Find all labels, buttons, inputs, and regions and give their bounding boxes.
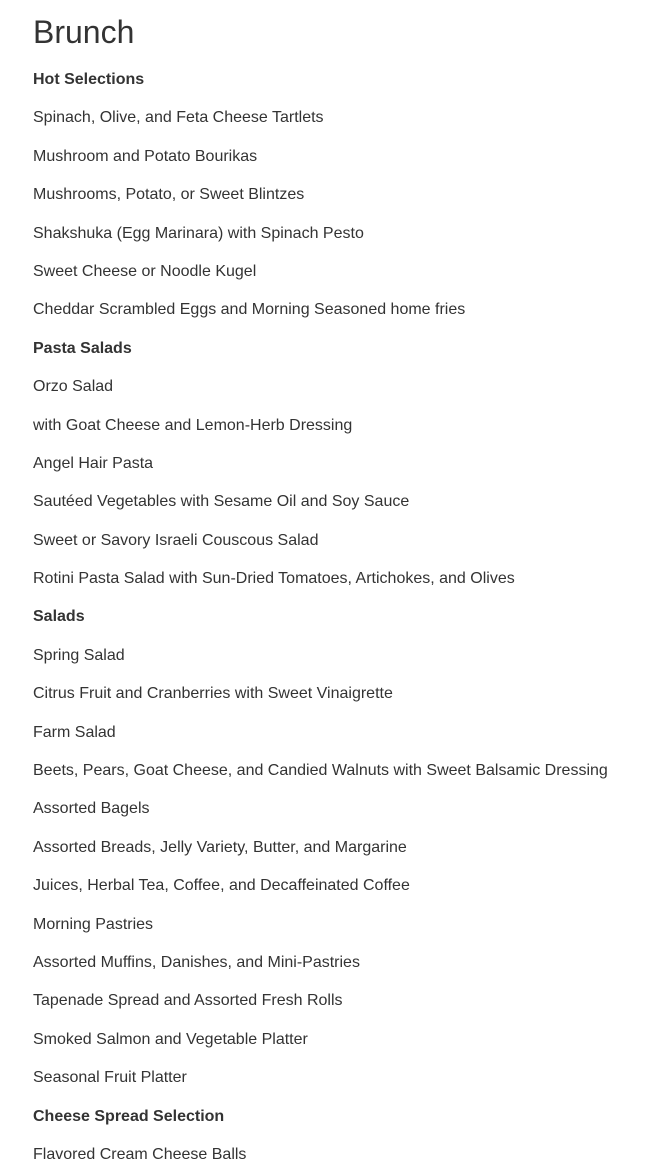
menu-item: Spring Salad xyxy=(33,646,125,664)
menu-item: Smoked Salmon and Vegetable Platter xyxy=(33,1030,308,1048)
menu-item: Farm Salad xyxy=(33,723,116,741)
menu-item: Rotini Pasta Salad with Sun-Dried Tomatoes, Artichokes, and Olives xyxy=(33,570,515,588)
menu-item: Sweet or Savory Israeli Couscous Salad xyxy=(33,531,319,549)
menu-item: with Goat Cheese and Lemon-Herb Dressing xyxy=(33,416,353,434)
menu-item: Assorted Bagels xyxy=(33,800,150,818)
menu-item: Assorted Muffins, Danishes, and Mini-Pastries xyxy=(33,953,360,971)
menu-item: Sweet Cheese or Noodle Kugel xyxy=(33,262,257,280)
menu-item: Orzo Salad xyxy=(33,378,114,396)
menu-item: Angel Hair Pasta xyxy=(33,454,154,472)
menu-item: Shakshuka (Egg Marinara) with Spinach Pesto xyxy=(33,224,364,242)
menu-item: Beets, Pears, Goat Cheese, and Candied Walnuts with Sweet Balsamic Dressing xyxy=(33,762,608,780)
menu-section-heading: Salads xyxy=(33,608,85,626)
menu-item: Sautéed Vegetables with Sesame Oil and Soy Sauce xyxy=(33,493,410,511)
menu-list xyxy=(33,61,633,1174)
menu-item: Tapenade Spread and Assorted Fresh Rolls xyxy=(33,992,343,1010)
menu-item: Citrus Fruit and Cranberries with Sweet Vinaigrette xyxy=(33,685,393,703)
menu-item: Mushroom and Potato Bourikas xyxy=(33,147,258,165)
page-title: Brunch xyxy=(33,14,135,50)
menu-item: Spinach, Olive, and Feta Cheese Tartlets xyxy=(33,109,324,127)
menu-item: Cheddar Scrambled Eggs and Morning Seasoned home fries xyxy=(33,301,466,319)
menu-item: Seasonal Fruit Platter xyxy=(33,1069,187,1087)
menu-item: Morning Pastries xyxy=(33,915,154,933)
menu-item: Flavored Cream Cheese Balls xyxy=(33,1145,247,1163)
menu-content xyxy=(33,0,633,1165)
menu-section-heading: Hot Selections xyxy=(33,71,145,88)
menu-item: Assorted Breads, Jelly Variety, Butter, and Margarine xyxy=(33,838,407,856)
menu-item: Mushrooms, Potato, or Sweet Blintzes xyxy=(33,186,305,204)
menu-item: Juices, Herbal Tea, Coffee, and Decaffeinated Coffee xyxy=(33,877,410,895)
menu-section-heading: Cheese Spread Selection xyxy=(33,1107,225,1125)
menu-section-heading: Pasta Salads xyxy=(33,339,132,357)
